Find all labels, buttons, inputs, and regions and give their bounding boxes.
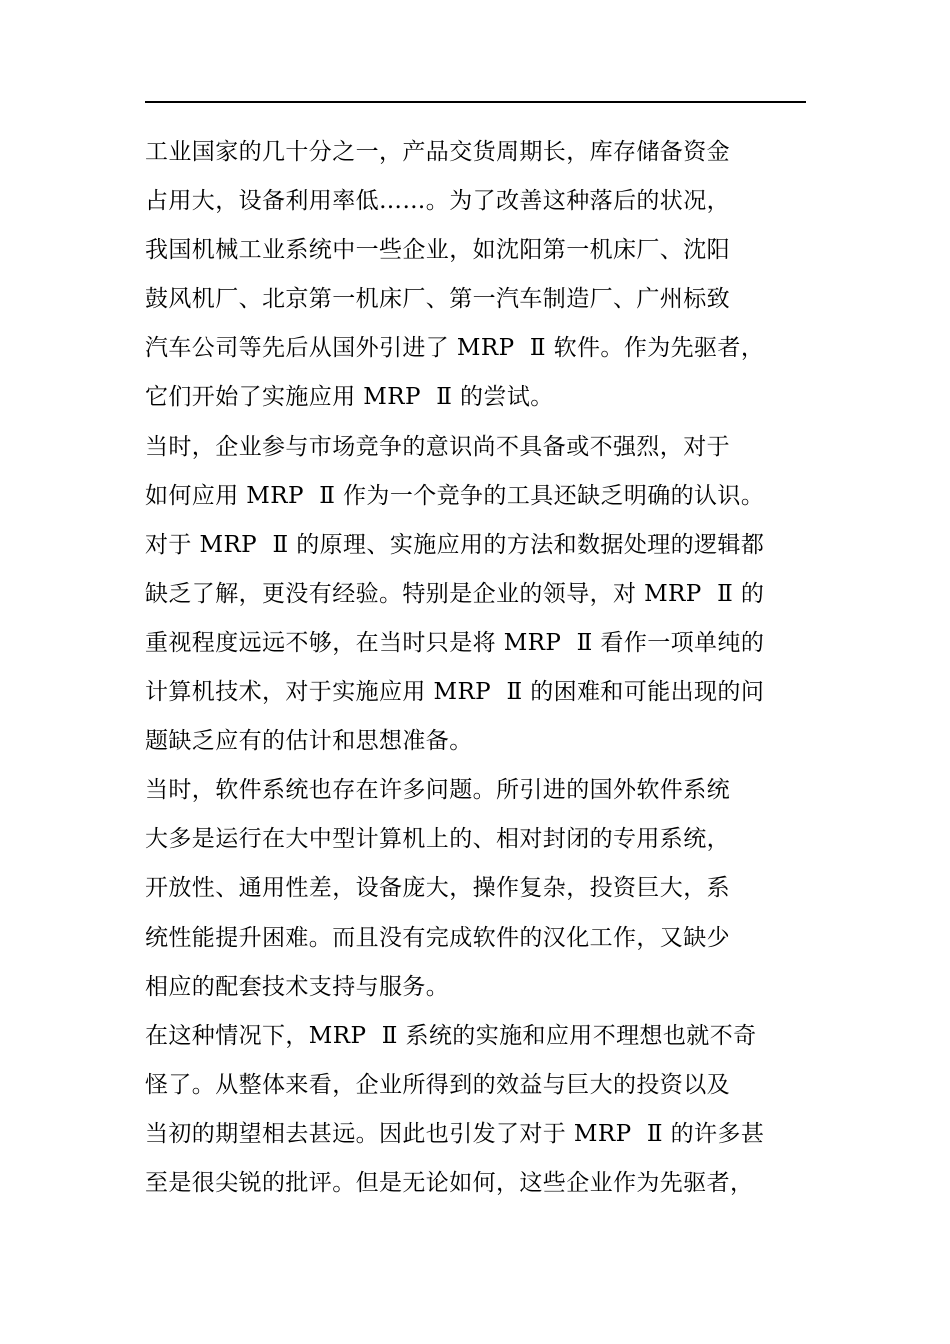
- text-line: 在这种情况下，MRP Ⅱ 系统的实施和应用不理想也就不奇: [145, 1022, 757, 1049]
- text-line: 对于 MRP Ⅱ 的原理、实施应用的方法和数据处理的逻辑都: [145, 531, 765, 558]
- text-line: 汽车公司等先后从国外引进了 MRP Ⅱ 软件。作为先驱者，: [145, 335, 765, 362]
- text-line: 至是很尖锐的批评。但是无论如何，这些企业作为先驱者，: [145, 1169, 754, 1196]
- text-line: 如何应用 MRP Ⅱ 作为一个竞争的工具还缺乏明确的认识。: [145, 482, 765, 509]
- text-line: 大多是运行在大中型计算机上的、相对封闭的专用系统，: [145, 826, 730, 853]
- text-line: 它们开始了实施应用 MRP Ⅱ 的尝试。: [145, 384, 554, 411]
- text-line: 怪了。从整体来看，企业所得到的效益与巨大的投资以及: [145, 1071, 730, 1098]
- text-line: 鼓风机厂、北京第一机床厂、第一汽车制造厂、广州标致: [145, 286, 730, 313]
- text-line: 工业国家的几十分之一，产品交货周期长，库存储备资金: [145, 139, 730, 165]
- text-line: 我国机械工业系统中一些企业，如沈阳第一机床厂、沈阳: [145, 237, 730, 264]
- text-line: 题缺乏应有的估计和思想准备。: [145, 728, 473, 755]
- text-line: 缺乏了解，更没有经验。特别是企业的领导，对 MRP Ⅱ 的: [145, 580, 765, 607]
- text-line: 当时，企业参与市场竞争的意识尚不具备或不强烈，对于: [145, 433, 730, 460]
- text-line: 占用大，设备利用率低……。为了改善这种落后的状况，: [145, 188, 730, 215]
- header-rule: [145, 101, 806, 103]
- text-line: 当初的期望相去甚远。因此也引发了对于 MRP Ⅱ 的许多甚: [145, 1120, 765, 1147]
- body-text: [145, 128, 845, 1208]
- text-line: 当时，软件系统也存在许多问题。所引进的国外软件系统: [145, 777, 730, 804]
- text-line: 统性能提升困难。而且没有完成软件的汉化工作，又缺少: [145, 924, 730, 951]
- text-line: 相应的配套技术支持与服务。: [145, 973, 450, 1000]
- text-line: 重视程度远远不够，在当时只是将 MRP Ⅱ 看作一项单纯的: [145, 629, 765, 656]
- text-line: 开放性、通用性差，设备庞大，操作复杂，投资巨大，系: [145, 875, 730, 902]
- text-line: 计算机技术，对于实施应用 MRP Ⅱ 的困难和可能出现的问: [145, 679, 765, 706]
